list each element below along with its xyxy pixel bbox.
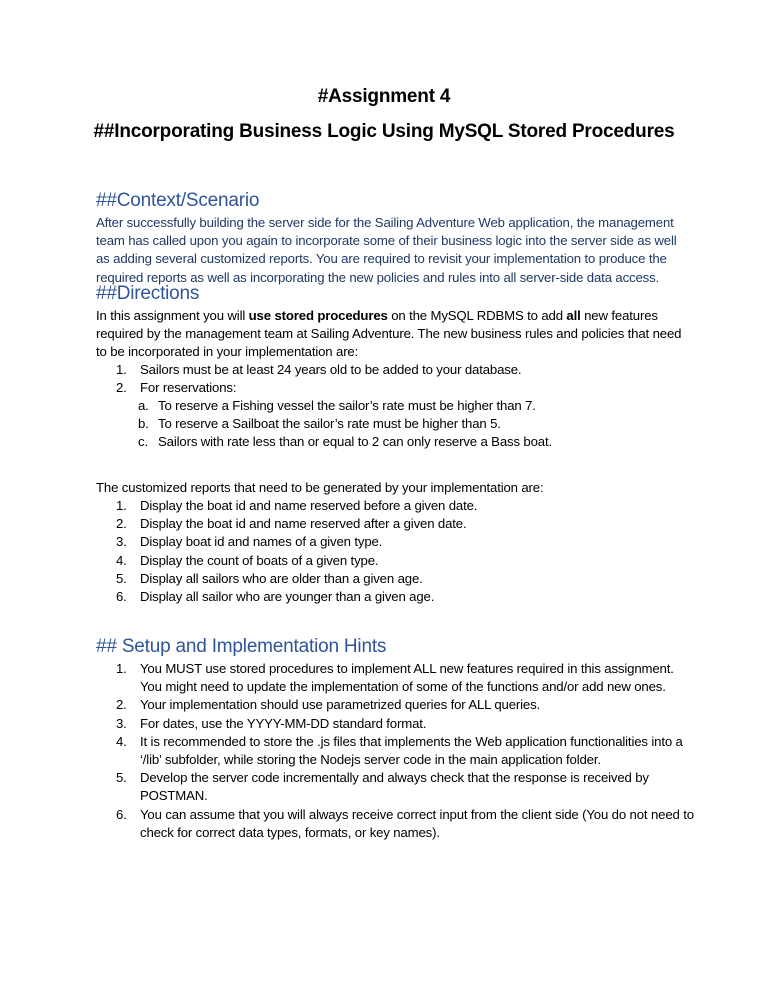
list-text: You can assume that you will always receive correct input from the client side (You do not need to check for correct data types, formats, or key names). [140, 806, 694, 840]
list-item [96, 379, 696, 397]
hints-heading: ## Setup and Implementation Hints [96, 636, 387, 657]
list-text: Display all sailors who are older than a given age. [140, 570, 423, 586]
reports-list [96, 497, 696, 606]
document-subtitle: ##Incorporating Business Logic Using MySQL Stored Procedures [93, 121, 675, 142]
context-paragraph: After successfully building the server side for the Sailing Adventure Web application, the management team has called upon you again to incorporate some of their business logic into the server side as well as adding several customized reports. You are required to revisit your implementation to produce the required reports as well as incorporating the new policies and rules into all server-side data access. [96, 215, 677, 285]
list-item [96, 497, 696, 515]
list-text: It is recommended to store the .js files that implements the Web application functionalities into a ‘/lib’ subfolder, while storing the Nodejs server code in the main application folder. [140, 733, 683, 768]
directions-heading: ##Directions [96, 283, 200, 304]
context-heading: ##Context/Scenario [96, 190, 260, 211]
directions-intro [96, 307, 686, 362]
list-number: 5. [116, 770, 127, 786]
rules-list [96, 361, 696, 397]
list-item [96, 806, 696, 842]
list-number: 3. [116, 715, 127, 731]
list-item [96, 660, 696, 696]
list-number: 1. [116, 661, 127, 676]
list-number: 4. [116, 552, 127, 568]
intro-text: In this assignment you will [96, 308, 249, 323]
list-number: 4. [116, 733, 127, 749]
list-text: Display the count of boats of a given type. [140, 552, 379, 568]
list-item [96, 515, 696, 533]
list-item [96, 361, 696, 379]
list-letter: b. [138, 416, 149, 432]
list-item [96, 415, 696, 433]
list-text: Display the boat id and name reserved before a given date. [140, 498, 478, 513]
list-item [96, 533, 696, 551]
list-text: Sailors must be at least 24 years old to be added to your database. [140, 362, 522, 377]
list-text: For dates, use the YYYY-MM-DD standard format. [140, 715, 427, 731]
list-text: Develop the server code incrementally and always check that the response is received by POSTMAN. [140, 770, 649, 804]
list-letter: a. [138, 398, 149, 413]
list-number: 2. [116, 380, 127, 396]
intro-bold-all: all [566, 308, 581, 323]
list-item [96, 552, 696, 570]
list-text: For reservations: [140, 380, 237, 396]
document-title: #Assignment 4 [317, 86, 451, 107]
list-item [96, 769, 696, 805]
list-item [96, 397, 696, 415]
sub-rules-list [96, 397, 696, 452]
list-item [96, 733, 696, 769]
list-number: 1. [116, 498, 127, 513]
list-text: Sailors with rate less than or equal to 2 can only reserve a Bass boat. [158, 434, 552, 450]
list-number: 1. [116, 362, 127, 377]
list-letter: c. [138, 434, 148, 450]
list-number: 6. [116, 589, 127, 605]
intro-text: new features required by the management team at Sailing Adventure. The new business rules and policies that need to be incorporated in your implementation are: [96, 308, 682, 360]
list-item [96, 696, 696, 714]
list-number: 2. [116, 516, 127, 532]
list-number: 5. [116, 570, 127, 586]
list-number: 6. [116, 806, 127, 822]
list-text: Display all sailor who are younger than a given age. [140, 589, 435, 605]
list-number: 2. [116, 697, 127, 713]
list-text: To reserve a Fishing vessel the sailor’s rate must be higher than 7. [158, 398, 536, 413]
list-text: Display the boat id and name reserved after a given date. [140, 516, 467, 532]
reports-intro: The customized reports that need to be generated by your implementation are: [96, 480, 544, 495]
list-text: Display boat id and names of a given type. [140, 534, 383, 550]
list-text: To reserve a Sailboat the sailor’s rate must be higher than 5. [158, 416, 501, 432]
intro-text: on the MySQL RDBMS to add [387, 308, 567, 323]
list-item [96, 715, 696, 733]
list-text: Your implementation should use parametrized queries for ALL queries. [140, 697, 541, 713]
list-item [96, 588, 696, 606]
list-item [96, 433, 696, 451]
hints-list [96, 660, 696, 842]
list-text: You MUST use stored procedures to implement ALL new features required in this assignment. You might need to update the implementation of some of the functions and/or add new ones. [140, 661, 674, 695]
list-item [96, 570, 696, 588]
list-number: 3. [116, 534, 127, 550]
intro-bold-stored-procedures: use stored procedures [248, 308, 388, 323]
